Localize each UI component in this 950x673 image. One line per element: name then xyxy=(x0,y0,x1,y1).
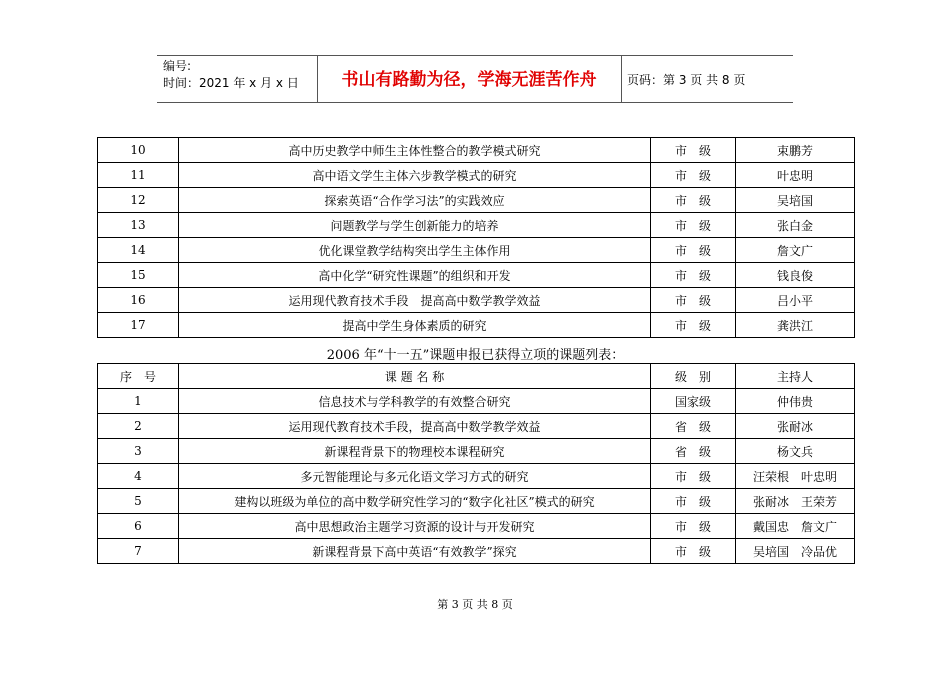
cell-title: 问题教学与学生创新能力的培养 xyxy=(179,213,651,238)
cell-level: 省 级 xyxy=(651,414,736,439)
cell-level: 国家级 xyxy=(651,389,736,414)
cell-no: 13 xyxy=(98,213,179,238)
cell-no: 16 xyxy=(98,288,179,313)
cell-level: 市 级 xyxy=(651,213,736,238)
header-level: 级 别 xyxy=(651,364,736,389)
table-caption: 2006 年“十一五”课题申报已获得立项的课题列表： xyxy=(326,348,625,363)
project-table-2006 xyxy=(97,363,855,564)
table-row xyxy=(98,163,855,188)
header-page-info: 页码：第 3 页 共 8 页 xyxy=(627,73,746,87)
cell-level: 市 级 xyxy=(651,539,736,564)
cell-title: 提高中学生身体素质的研究 xyxy=(179,313,651,338)
header-divider xyxy=(621,56,622,102)
header-meta xyxy=(163,58,299,92)
cell-title: 探索英语“合作学习法”的实践效应 xyxy=(179,188,651,213)
cell-no: 4 xyxy=(98,464,179,489)
cell-title: 信息技术与学科教学的有效整合研究 xyxy=(179,389,651,414)
cell-no: 1 xyxy=(98,389,179,414)
cell-host: 钱良俊 xyxy=(736,263,855,288)
cell-level: 省 级 xyxy=(651,439,736,464)
cell-title: 优化课堂教学结构突出学生主体作用 xyxy=(179,238,651,263)
table-row xyxy=(98,238,855,263)
cell-title: 建构以班级为单位的高中数学研究性学习的“数字化社区”模式的研究 xyxy=(179,489,651,514)
cell-title: 多元智能理论与多元化语文学习方式的研究 xyxy=(179,464,651,489)
header-motto: 书山有路勤为径，学海无涯苦作舟 xyxy=(341,70,597,90)
table-row xyxy=(98,288,855,313)
cell-host: 张白金 xyxy=(736,213,855,238)
cell-no: 15 xyxy=(98,263,179,288)
cell-level: 市 级 xyxy=(651,188,736,213)
cell-host: 束鹏芳 xyxy=(736,138,855,163)
cell-host: 戴国忠 詹文广 xyxy=(736,514,855,539)
cell-host: 叶忠明 xyxy=(736,163,855,188)
page-footer: 第 3 页 共 8 页 xyxy=(437,598,513,611)
header-no: 序 号 xyxy=(98,364,179,389)
cell-no: 17 xyxy=(98,313,179,338)
cell-no: 6 xyxy=(98,514,179,539)
table-row xyxy=(98,539,855,564)
table-row xyxy=(98,263,855,288)
cell-no: 2 xyxy=(98,414,179,439)
cell-host: 仲伟贵 xyxy=(736,389,855,414)
cell-title: 运用现代教育技术手段，提高高中数学教学效益 xyxy=(179,414,651,439)
table-row xyxy=(98,188,855,213)
cell-host: 张耐冰 王荣芳 xyxy=(736,489,855,514)
cell-title: 高中语文学生主体六步教学模式的研究 xyxy=(179,163,651,188)
cell-host: 张耐冰 xyxy=(736,414,855,439)
cell-host: 吴培国 xyxy=(736,188,855,213)
cell-title: 高中化学“研究性课题”的组织和开发 xyxy=(179,263,651,288)
table-row xyxy=(98,414,855,439)
cell-title: 高中历史教学中师生主体性整合的教学模式研究 xyxy=(179,138,651,163)
cell-no: 14 xyxy=(98,238,179,263)
cell-level: 市 级 xyxy=(651,263,736,288)
cell-no: 10 xyxy=(98,138,179,163)
cell-level: 市 级 xyxy=(651,238,736,263)
cell-level: 市 级 xyxy=(651,489,736,514)
cell-level: 市 级 xyxy=(651,138,736,163)
cell-no: 11 xyxy=(98,163,179,188)
cell-no: 5 xyxy=(98,489,179,514)
time-label: 时间：2021 年 x 月 x 日 xyxy=(163,76,299,90)
table-row xyxy=(98,138,855,163)
cell-title: 新课程背景下高中英语“有效教学”探究 xyxy=(179,539,651,564)
cell-host: 杨文兵 xyxy=(736,439,855,464)
cell-host: 龚洪江 xyxy=(736,313,855,338)
cell-level: 市 级 xyxy=(651,163,736,188)
cell-level: 市 级 xyxy=(651,313,736,338)
cell-host: 汪荣根 叶忠明 xyxy=(736,464,855,489)
cell-level: 市 级 xyxy=(651,288,736,313)
cell-title: 新课程背景下的物理校本课程研究 xyxy=(179,439,651,464)
cell-host: 吴培国 冷品优 xyxy=(736,539,855,564)
cell-level: 市 级 xyxy=(651,514,736,539)
table-row xyxy=(98,389,855,414)
cell-host: 吕小平 xyxy=(736,288,855,313)
table-row xyxy=(98,514,855,539)
table-row xyxy=(98,464,855,489)
header-host: 主持人 xyxy=(736,364,855,389)
cell-title: 高中思想政治主题学习资源的设计与开发研究 xyxy=(179,514,651,539)
cell-level: 市 级 xyxy=(651,464,736,489)
table-row xyxy=(98,439,855,464)
cell-title: 运用现代教育技术手段 提高高中数学教学效益 xyxy=(179,288,651,313)
number-label: 编号: xyxy=(163,59,192,73)
table-row xyxy=(98,213,855,238)
project-table-continued xyxy=(97,137,855,338)
cell-no: 7 xyxy=(98,539,179,564)
page-header xyxy=(157,55,793,103)
header-title: 课 题 名 称 xyxy=(179,364,651,389)
table-header-row xyxy=(98,364,855,389)
table-row xyxy=(98,489,855,514)
cell-no: 12 xyxy=(98,188,179,213)
cell-host: 詹文广 xyxy=(736,238,855,263)
table-row xyxy=(98,313,855,338)
cell-no: 3 xyxy=(98,439,179,464)
